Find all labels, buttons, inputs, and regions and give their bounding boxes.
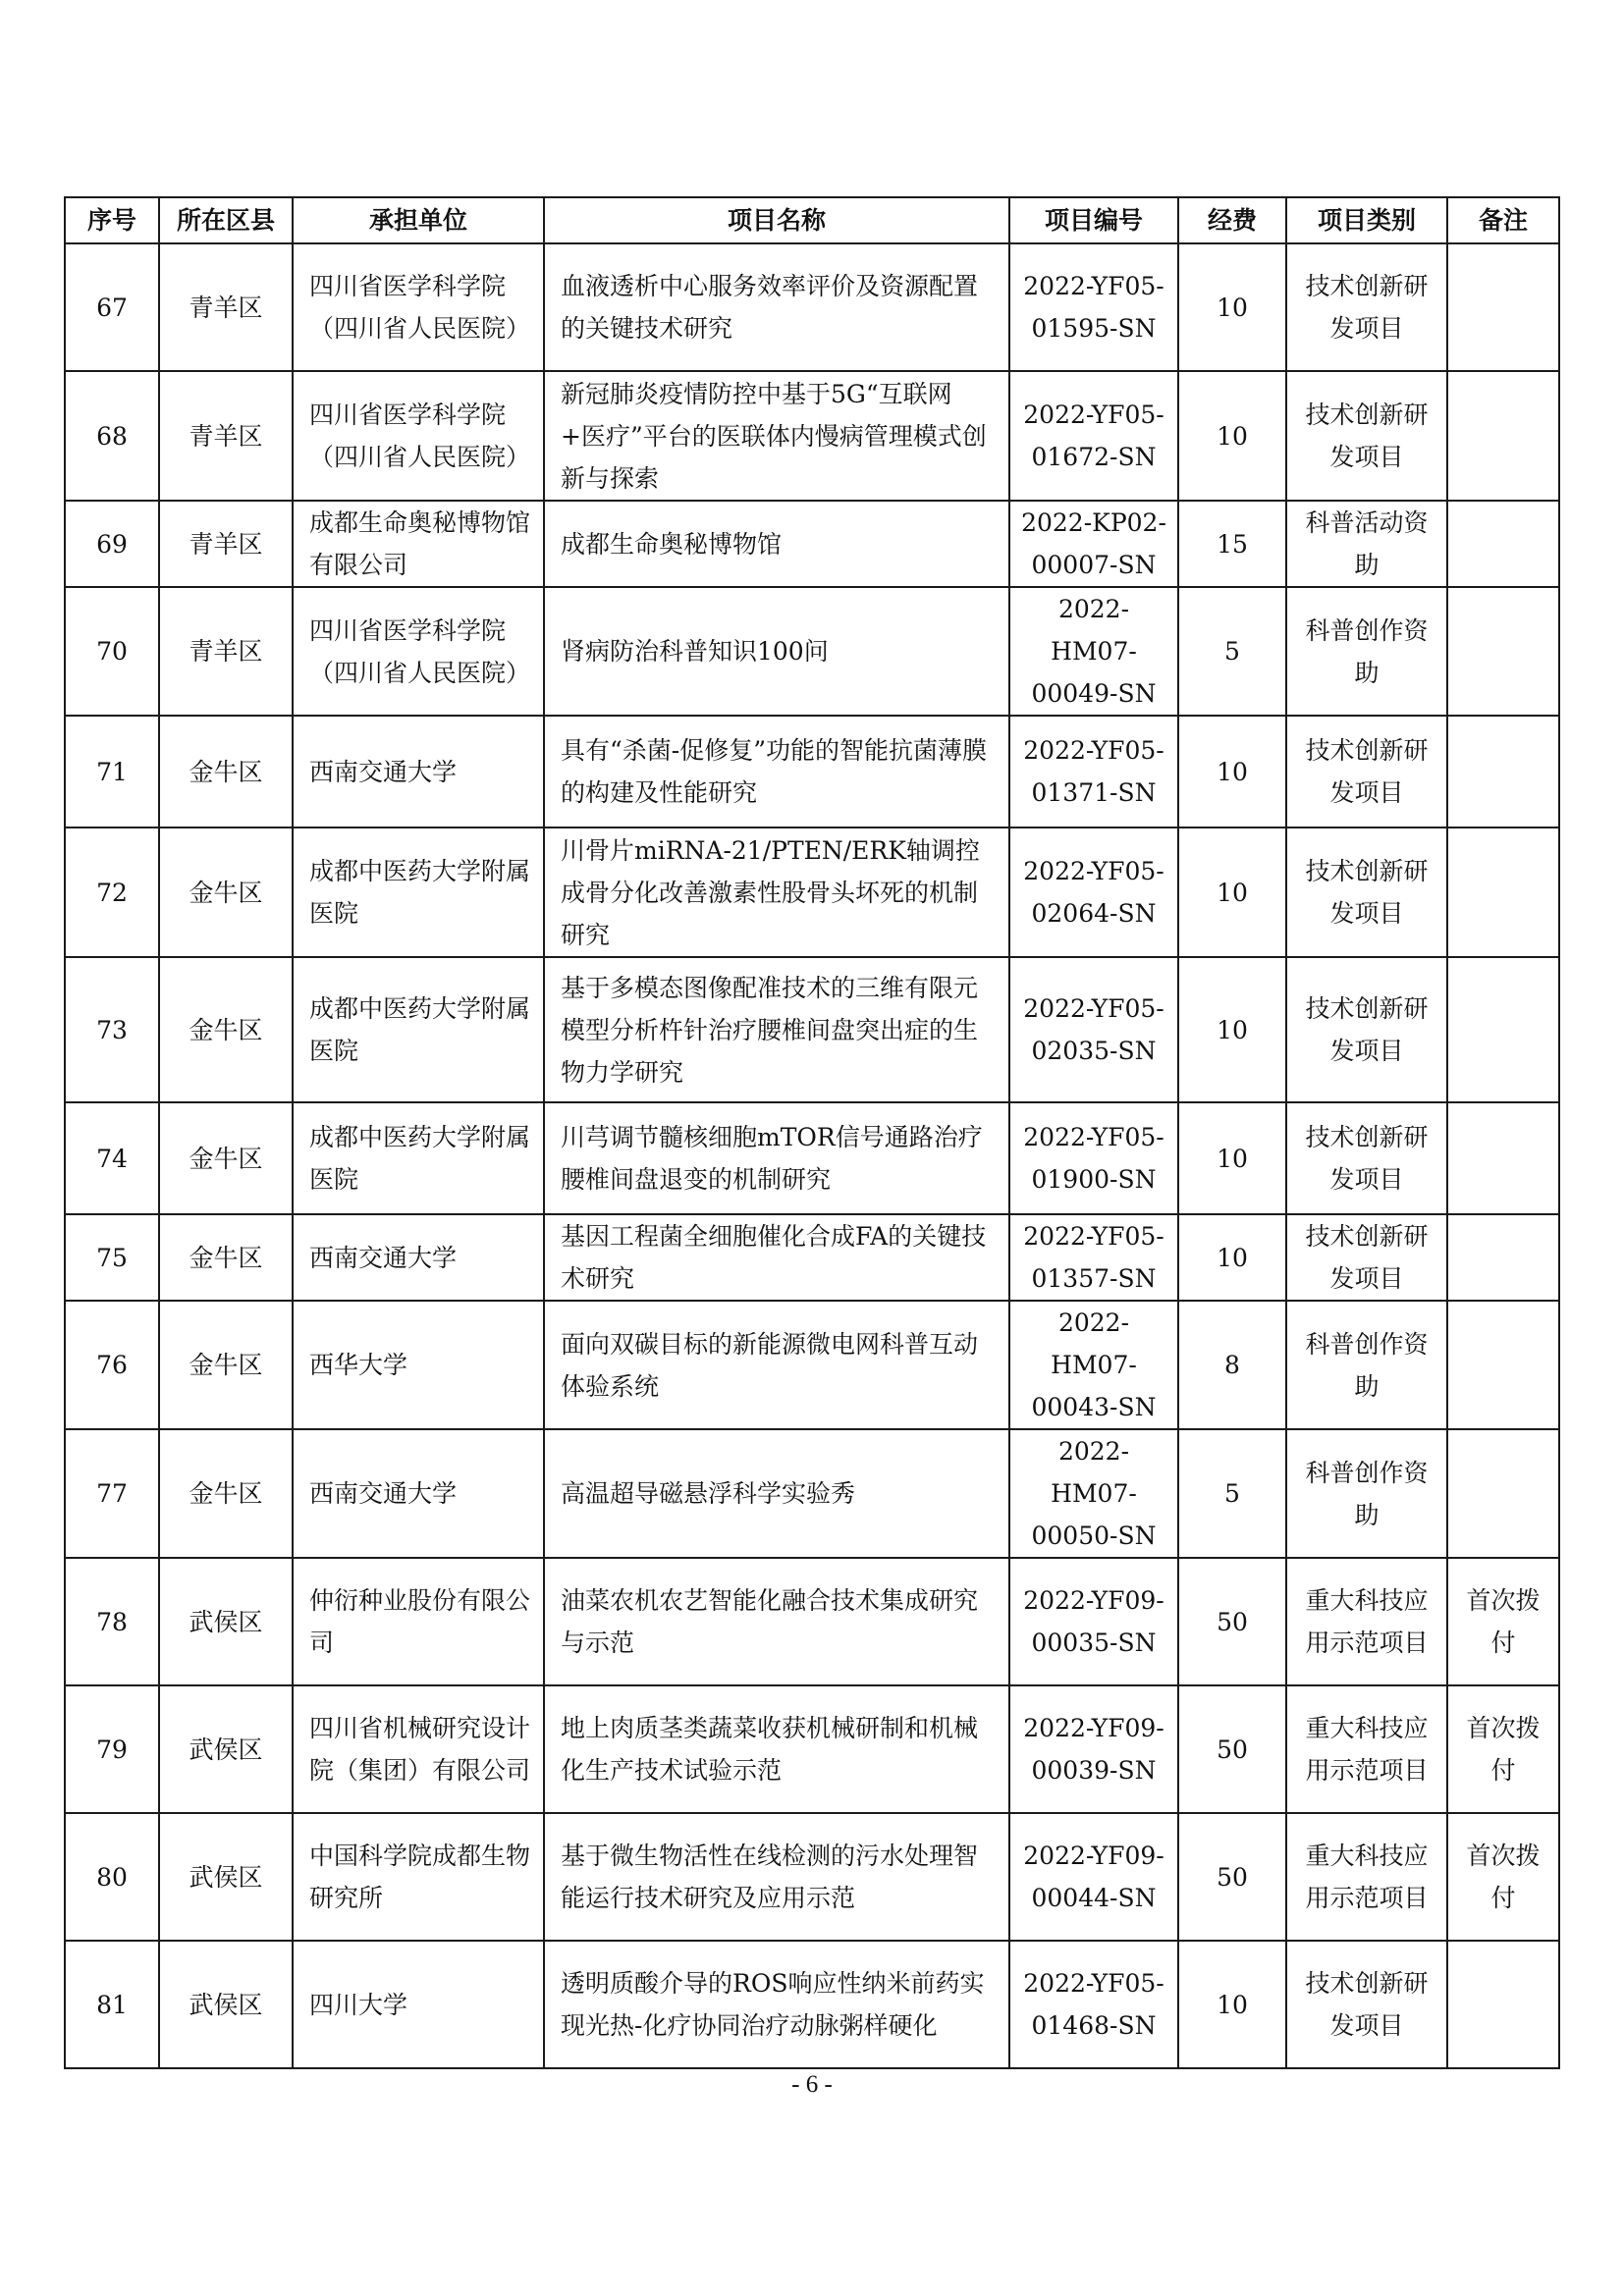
cell-unit: 四川省医学科学院（四川省人民医院）	[293, 371, 544, 501]
cell-unit: 四川省医学科学院（四川省人民医院）	[293, 243, 544, 371]
cell-project-name: 地上肉质茎类蔬菜收获机械研制和机械化生产技术试验示范	[544, 1685, 1009, 1813]
cell-index: 72	[65, 828, 159, 957]
cell-note	[1447, 243, 1559, 371]
cell-note	[1447, 828, 1559, 957]
cell-district: 武侯区	[159, 1813, 293, 1941]
cell-note	[1447, 371, 1559, 501]
table-row	[65, 501, 1559, 587]
cell-unit: 西南交通大学	[293, 1214, 544, 1301]
cell-category: 科普创作资助	[1286, 1301, 1447, 1429]
cell-project-name: 具有“杀菌-促修复”功能的智能抗菌薄膜的构建及性能研究	[544, 716, 1009, 828]
cell-project-code: 2022-YF09-00035-SN	[1009, 1558, 1178, 1685]
cell-unit: 四川省医学科学院（四川省人民医院）	[293, 587, 544, 716]
cell-project-code: 2022-YF05-02064-SN	[1009, 828, 1178, 957]
cell-project-name: 透明质酸介导的ROS响应性纳米前药实现光热-化疗协同治疗动脉粥样硬化	[544, 1941, 1009, 2068]
cell-category: 重大科技应用示范项目	[1286, 1813, 1447, 1941]
cell-fund: 10	[1178, 957, 1286, 1102]
cell-index: 67	[65, 243, 159, 371]
cell-unit: 成都中医药大学附属医院	[293, 828, 544, 957]
cell-index: 69	[65, 501, 159, 587]
cell-project-code: 2022-YF05-01468-SN	[1009, 1941, 1178, 2068]
table-row	[65, 1558, 1559, 1685]
cell-note	[1447, 1941, 1559, 2068]
table-row	[65, 957, 1559, 1102]
project-table	[64, 196, 1560, 2069]
cell-category: 科普创作资助	[1286, 587, 1447, 716]
table-row	[65, 1102, 1559, 1214]
cell-note	[1447, 716, 1559, 828]
cell-project-name: 新冠肺炎疫情防控中基于5G“互联网+医疗”平台的医联体内慢病管理模式创新与探索	[544, 371, 1009, 501]
cell-index: 74	[65, 1102, 159, 1214]
cell-project-name: 血液透析中心服务效率评价及资源配置的关键技术研究	[544, 243, 1009, 371]
cell-unit: 四川大学	[293, 1941, 544, 2068]
cell-category: 技术创新研发项目	[1286, 1214, 1447, 1301]
cell-category: 技术创新研发项目	[1286, 957, 1447, 1102]
cell-note: 首次拨付	[1447, 1558, 1559, 1685]
cell-index: 77	[65, 1429, 159, 1558]
cell-fund: 5	[1178, 1429, 1286, 1558]
cell-district: 金牛区	[159, 957, 293, 1102]
cell-project-name: 基于多模态图像配准技术的三维有限元模型分析杵针治疗腰椎间盘突出症的生物力学研究	[544, 957, 1009, 1102]
cell-fund: 50	[1178, 1558, 1286, 1685]
cell-note	[1447, 501, 1559, 587]
table-row	[65, 243, 1559, 371]
cell-district: 金牛区	[159, 716, 293, 828]
cell-note	[1447, 587, 1559, 716]
header-project-code: 项目编号	[1009, 197, 1178, 243]
cell-district: 青羊区	[159, 587, 293, 716]
cell-project-name: 高温超导磁悬浮科学实验秀	[544, 1429, 1009, 1558]
cell-fund: 10	[1178, 371, 1286, 501]
cell-index: 70	[65, 587, 159, 716]
cell-fund: 50	[1178, 1685, 1286, 1813]
cell-index: 76	[65, 1301, 159, 1429]
table-row	[65, 371, 1559, 501]
cell-district: 青羊区	[159, 501, 293, 587]
cell-unit: 西华大学	[293, 1301, 544, 1429]
header-unit: 承担单位	[293, 197, 544, 243]
cell-fund: 10	[1178, 716, 1286, 828]
cell-project-code: 2022-YF05-01900-SN	[1009, 1102, 1178, 1214]
cell-index: 73	[65, 957, 159, 1102]
cell-project-name: 面向双碳目标的新能源微电网科普互动体验系统	[544, 1301, 1009, 1429]
table-row	[65, 1301, 1559, 1429]
cell-project-name: 川骨片miRNA-21/PTEN/ERK轴调控成骨分化改善激素性股骨头坏死的机制研究	[544, 828, 1009, 957]
cell-project-code: 2022-HM07-00043-SN	[1009, 1301, 1178, 1429]
cell-project-code: 2022-KP02-00007-SN	[1009, 501, 1178, 587]
cell-district: 金牛区	[159, 1102, 293, 1214]
cell-category: 技术创新研发项目	[1286, 1941, 1447, 2068]
header-category: 项目类别	[1286, 197, 1447, 243]
table-row	[65, 1685, 1559, 1813]
cell-category: 技术创新研发项目	[1286, 716, 1447, 828]
cell-fund: 10	[1178, 1941, 1286, 2068]
table-row	[65, 1813, 1559, 1941]
cell-category: 技术创新研发项目	[1286, 828, 1447, 957]
cell-district: 金牛区	[159, 828, 293, 957]
cell-unit: 西南交通大学	[293, 1429, 544, 1558]
cell-index: 75	[65, 1214, 159, 1301]
cell-unit: 仲衍种业股份有限公司	[293, 1558, 544, 1685]
cell-unit: 四川省机械研究设计院（集团）有限公司	[293, 1685, 544, 1813]
cell-index: 71	[65, 716, 159, 828]
cell-project-name: 基因工程菌全细胞催化合成FA的关键技术研究	[544, 1214, 1009, 1301]
cell-note	[1447, 1214, 1559, 1301]
header-fund: 经费	[1178, 197, 1286, 243]
table-row	[65, 1214, 1559, 1301]
cell-note	[1447, 1102, 1559, 1214]
cell-project-code: 2022-YF05-01595-SN	[1009, 243, 1178, 371]
table-row	[65, 828, 1559, 957]
cell-fund: 5	[1178, 587, 1286, 716]
cell-district: 武侯区	[159, 1558, 293, 1685]
cell-note: 首次拨付	[1447, 1813, 1559, 1941]
cell-note	[1447, 957, 1559, 1102]
cell-project-code: 2022-YF09-00044-SN	[1009, 1813, 1178, 1941]
cell-note: 首次拨付	[1447, 1685, 1559, 1813]
cell-unit: 成都生命奥秘博物馆有限公司	[293, 501, 544, 587]
cell-district: 青羊区	[159, 243, 293, 371]
table-body	[65, 243, 1559, 2068]
cell-district: 金牛区	[159, 1429, 293, 1558]
cell-fund: 50	[1178, 1813, 1286, 1941]
header-index: 序号	[65, 197, 159, 243]
header-district: 所在区县	[159, 197, 293, 243]
cell-category: 科普创作资助	[1286, 1429, 1447, 1558]
cell-category: 技术创新研发项目	[1286, 243, 1447, 371]
cell-project-code: 2022-HM07-00049-SN	[1009, 587, 1178, 716]
cell-index: 68	[65, 371, 159, 501]
cell-category: 重大科技应用示范项目	[1286, 1558, 1447, 1685]
table-row	[65, 1429, 1559, 1558]
header-project-name: 项目名称	[544, 197, 1009, 243]
cell-district: 金牛区	[159, 1301, 293, 1429]
cell-project-name: 基于微生物活性在线检测的污水处理智能运行技术研究及应用示范	[544, 1813, 1009, 1941]
cell-district: 金牛区	[159, 1214, 293, 1301]
cell-note	[1447, 1429, 1559, 1558]
cell-note	[1447, 1301, 1559, 1429]
cell-fund: 10	[1178, 243, 1286, 371]
cell-district: 武侯区	[159, 1685, 293, 1813]
cell-index: 78	[65, 1558, 159, 1685]
table-row	[65, 587, 1559, 716]
page-number: - 6 -	[791, 2071, 833, 2098]
table-row	[65, 1941, 1559, 2068]
header-note: 备注	[1447, 197, 1559, 243]
cell-unit: 中国科学院成都生物研究所	[293, 1813, 544, 1941]
table-row	[65, 716, 1559, 828]
cell-project-code: 2022-HM07-00050-SN	[1009, 1429, 1178, 1558]
cell-project-code: 2022-YF05-01672-SN	[1009, 371, 1178, 501]
cell-index: 80	[65, 1813, 159, 1941]
cell-index: 79	[65, 1685, 159, 1813]
cell-project-code: 2022-YF05-01371-SN	[1009, 716, 1178, 828]
cell-fund: 15	[1178, 501, 1286, 587]
cell-index: 81	[65, 1941, 159, 2068]
cell-unit: 成都中医药大学附属医院	[293, 957, 544, 1102]
cell-category: 技术创新研发项目	[1286, 371, 1447, 501]
table-header-row	[65, 197, 1559, 243]
cell-fund: 10	[1178, 1102, 1286, 1214]
cell-project-name: 油菜农机农艺智能化融合技术集成研究与示范	[544, 1558, 1009, 1685]
cell-project-code: 2022-YF09-00039-SN	[1009, 1685, 1178, 1813]
cell-fund: 10	[1178, 1214, 1286, 1301]
cell-category: 科普活动资助	[1286, 501, 1447, 587]
cell-unit: 西南交通大学	[293, 716, 544, 828]
cell-category: 重大科技应用示范项目	[1286, 1685, 1447, 1813]
cell-project-name: 成都生命奥秘博物馆	[544, 501, 1009, 587]
cell-district: 武侯区	[159, 1941, 293, 2068]
cell-fund: 10	[1178, 828, 1286, 957]
cell-category: 技术创新研发项目	[1286, 1102, 1447, 1214]
cell-project-name: 川芎调节髓核细胞mTOR信号通路治疗腰椎间盘退变的机制研究	[544, 1102, 1009, 1214]
cell-unit: 成都中医药大学附属医院	[293, 1102, 544, 1214]
cell-project-code: 2022-YF05-01357-SN	[1009, 1214, 1178, 1301]
cell-project-name: 肾病防治科普知识100问	[544, 587, 1009, 716]
cell-project-code: 2022-YF05-02035-SN	[1009, 957, 1178, 1102]
cell-district: 青羊区	[159, 371, 293, 501]
cell-fund: 8	[1178, 1301, 1286, 1429]
